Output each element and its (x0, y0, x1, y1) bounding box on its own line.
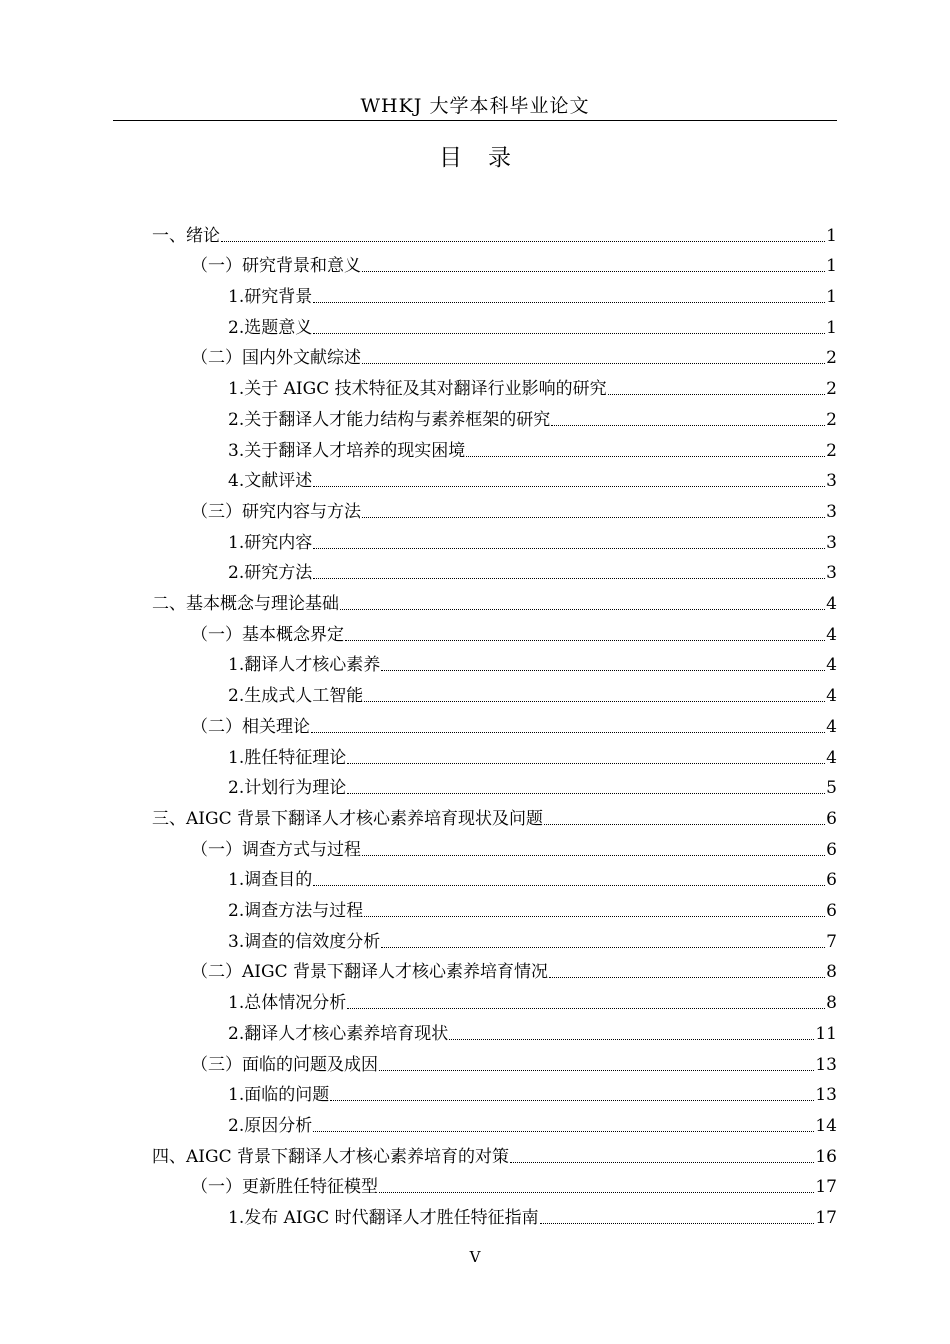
toc-entry-page: 2 (826, 440, 837, 461)
toc-entry-label: （一）基本概念界定 (191, 624, 344, 645)
toc-entry-page: 17 (815, 1208, 837, 1229)
toc-entry-page: 4 (826, 686, 837, 707)
toc-entry[interactable] (228, 984, 837, 1015)
toc-entry-page: 6 (826, 901, 837, 922)
toc-dot-leader (345, 640, 825, 641)
toc-entry[interactable] (228, 277, 837, 308)
toc-entry[interactable] (228, 646, 837, 677)
toc-dot-leader (311, 732, 825, 733)
toc-entry[interactable] (228, 677, 837, 708)
toc-entry-label: 2.关于翻译人才能力结构与素养框架的研究 (228, 409, 551, 430)
toc-entry-page: 1 (826, 317, 837, 338)
toc-dot-leader (608, 394, 826, 395)
toc-entry-page: 16 (815, 1146, 837, 1167)
toc-entry-label: 四、AIGC 背景下翻译人才核心素养培育的对策 (152, 1146, 509, 1167)
toc-entry-label: 1.关于 AIGC 技术特征及其对翻译行业影响的研究 (228, 379, 607, 400)
toc-entry[interactable] (191, 830, 837, 861)
toc-entry-label: （三）面临的问题及成因 (191, 1054, 378, 1075)
toc-dot-leader (221, 241, 825, 242)
toc-entry-label: （三）研究内容与方法 (191, 501, 361, 522)
toc-entry-label: 1.胜任特征理论 (228, 747, 347, 768)
toc-entry-label: 2.选题意义 (228, 317, 313, 338)
toc-entry-label: 2.翻译人才核心素养培育现状 (228, 1023, 449, 1044)
toc-entry[interactable] (191, 707, 837, 738)
toc-entry-label: （二）AIGC 背景下翻译人才核心素养培育情况 (191, 962, 548, 983)
toc-entry-label: 2.原因分析 (228, 1115, 313, 1136)
toc-entry-page: 1 (826, 256, 837, 277)
toc-entry[interactable] (228, 1106, 837, 1137)
toc-dot-leader (313, 333, 825, 334)
toc-entry-label: （二）相关理论 (191, 716, 310, 737)
toc-entry[interactable] (191, 615, 837, 646)
toc-entry-page: 2 (826, 379, 837, 400)
toc-entry-page: 17 (815, 1177, 837, 1198)
toc-entry-label: 3.关于翻译人才培养的现实困境 (228, 440, 466, 461)
toc-entry-label: 4.文献评述 (228, 471, 313, 492)
running-header: WHKJ 大学本科毕业论文 (360, 95, 590, 117)
toc-entry-page: 4 (826, 716, 837, 737)
toc-entry-label: 2.生成式人工智能 (228, 686, 364, 707)
toc-dot-leader (313, 548, 825, 549)
toc-dot-leader (313, 1131, 814, 1132)
toc-entry-label: 2.计划行为理论 (228, 778, 347, 799)
toc-entry-label: （二）国内外文献综述 (191, 348, 361, 369)
toc-entry-label: 1.翻译人才核心素养 (228, 655, 381, 676)
toc-entry[interactable] (191, 953, 837, 984)
toc-entry-label: 2.研究方法 (228, 563, 313, 584)
toc-entry[interactable] (191, 1045, 837, 1076)
toc-entry-page: 7 (826, 931, 837, 952)
toc-entry-page: 1 (826, 225, 837, 246)
toc-entry-label: 1.总体情况分析 (228, 993, 347, 1014)
toc-entry[interactable] (228, 1014, 837, 1045)
toc-entry-page: 6 (826, 839, 837, 860)
toc-entry[interactable] (228, 891, 837, 922)
toc-entry[interactable] (152, 216, 837, 247)
toc-entry-label: 1.面临的问题 (228, 1085, 330, 1106)
toc-entry[interactable] (191, 1168, 837, 1199)
toc-dot-leader (381, 947, 825, 948)
toc-entry-label: 二、基本概念与理论基础 (152, 594, 339, 615)
toc-dot-leader (364, 916, 825, 917)
toc-entry[interactable] (228, 861, 837, 892)
toc-entry[interactable] (228, 431, 837, 462)
toc-entry-page: 4 (826, 747, 837, 768)
toc-dot-leader (362, 855, 825, 856)
toc-entry-page: 3 (826, 471, 837, 492)
toc-entry-label: （一）调查方式与过程 (191, 839, 361, 860)
header-rule (113, 120, 837, 121)
toc-entry[interactable] (152, 1137, 837, 1168)
toc-entry[interactable] (228, 769, 837, 800)
toc-entry[interactable] (191, 339, 837, 370)
toc-entry[interactable] (228, 738, 837, 769)
toc-dot-leader (347, 1008, 825, 1009)
toc-title: 目录 (439, 145, 537, 171)
toc-dot-leader (379, 1070, 814, 1071)
toc-entry-page: 4 (826, 624, 837, 645)
toc-entry-page: 13 (815, 1085, 837, 1106)
toc-dot-leader (313, 302, 825, 303)
toc-dot-leader (362, 517, 825, 518)
toc-entry-label: 1.研究内容 (228, 532, 313, 553)
toc-entry[interactable] (228, 308, 837, 339)
toc-entry-page: 13 (815, 1054, 837, 1075)
toc-entry-page: 4 (826, 594, 837, 615)
toc-entry-label: 1.研究背景 (228, 287, 313, 308)
toc-entry-page: 4 (826, 655, 837, 676)
toc-entry[interactable] (228, 523, 837, 554)
toc-dot-leader (540, 1223, 815, 1224)
toc-entry-label: 3.调查的信效度分析 (228, 931, 381, 952)
toc-dot-leader (381, 670, 825, 671)
toc-entry[interactable] (228, 1076, 837, 1107)
toc-dot-leader (340, 609, 825, 610)
toc-entry-label: 三、AIGC 背景下翻译人才核心素养培育现状及问题 (152, 808, 543, 829)
toc-entry-label: 1.发布 AIGC 时代翻译人才胜任特征指南 (228, 1208, 539, 1229)
toc-entry-page: 8 (826, 962, 837, 983)
toc-entry[interactable] (228, 554, 837, 585)
toc-dot-leader (544, 824, 825, 825)
toc-entry[interactable] (228, 922, 837, 953)
page-number: V (469, 1248, 481, 1266)
toc-entry[interactable] (191, 247, 837, 278)
toc-entry[interactable] (228, 462, 837, 493)
toc-dot-leader (313, 885, 825, 886)
toc-entry[interactable] (228, 1198, 837, 1229)
toc-entry-page: 3 (826, 563, 837, 584)
toc-entry-page: 11 (815, 1023, 837, 1044)
toc-entry-page: 6 (826, 808, 837, 829)
toc-entry-page: 14 (815, 1115, 837, 1136)
toc-entry-label: 1.调查目的 (228, 870, 313, 891)
toc-entry-page: 6 (826, 870, 837, 891)
toc-dot-leader (347, 763, 825, 764)
toc-entry-page: 3 (826, 501, 837, 522)
toc-entry-page: 8 (826, 993, 837, 1014)
toc-dot-leader (379, 1192, 814, 1193)
toc-dot-leader (364, 701, 825, 702)
toc-dot-leader (510, 1162, 814, 1163)
toc-entry-page: 5 (826, 778, 837, 799)
toc-entry-label: 一、绪论 (152, 225, 220, 246)
toc-entry[interactable] (191, 492, 837, 523)
toc-entry-page: 3 (826, 532, 837, 553)
toc-entry-page: 1 (826, 287, 837, 308)
toc-entry-page: 2 (826, 348, 837, 369)
toc-dot-leader (362, 363, 825, 364)
toc-dot-leader (330, 1100, 814, 1101)
toc-dot-leader (449, 1039, 814, 1040)
toc-entry-label: （一）研究背景和意义 (191, 256, 361, 277)
toc-dot-leader (549, 977, 825, 978)
toc-dot-leader (466, 456, 825, 457)
toc-entry[interactable] (152, 799, 837, 830)
toc-entry-label: 2.调查方法与过程 (228, 901, 364, 922)
toc-entry[interactable] (228, 400, 837, 431)
toc-entry-label: （一）更新胜任特征模型 (191, 1177, 378, 1198)
toc-dot-leader (347, 793, 825, 794)
toc-entry-page: 2 (826, 409, 837, 430)
toc-entry[interactable] (228, 370, 837, 401)
toc-dot-leader (362, 271, 825, 272)
toc-entry[interactable] (152, 584, 837, 615)
toc-dot-leader (313, 578, 825, 579)
toc-dot-leader (313, 486, 825, 487)
toc-dot-leader (551, 425, 825, 426)
